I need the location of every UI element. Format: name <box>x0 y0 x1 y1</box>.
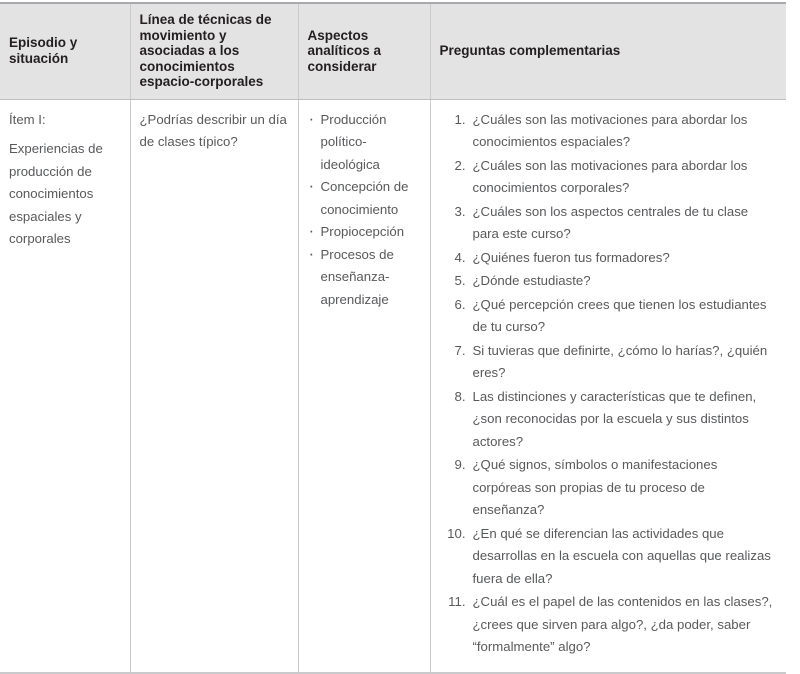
question-number: 5. <box>454 273 466 289</box>
interview-matrix-table <box>0 2 786 674</box>
cell-episode <box>0 99 130 673</box>
list-item <box>308 244 421 312</box>
question-text: Si tuvieras que definirte, ¿cómo lo harías?, ¿quién eres? <box>472 342 768 381</box>
question-text: ¿Qué signos, símbolos o manifestaciones corpóreas son propias de tu proceso de enseñanza? <box>472 457 718 518</box>
question-text: ¿Cuáles son las motivaciones para abordar los conocimientos espaciales? <box>472 111 748 150</box>
question-number: 3. <box>454 203 466 219</box>
question-text: ¿Dónde estudiaste? <box>472 273 591 289</box>
table-body <box>0 99 786 673</box>
question-number: 1. <box>454 111 466 127</box>
analytic-aspect-label: Concepción de conocimiento <box>320 179 409 217</box>
table-row <box>0 99 786 673</box>
question-number: 9. <box>454 457 466 473</box>
list-item <box>440 155 778 200</box>
matrix-table-container <box>0 2 786 674</box>
list-item <box>308 109 421 177</box>
question-text: Las distinciones y características que te definen, ¿son reconocidas por la escuela y sus distintos actores? <box>472 388 757 449</box>
list-item <box>440 270 778 293</box>
question-number: 7. <box>454 342 466 358</box>
question-text: ¿Cuál es el papel de las contenidos en las clases?, ¿crees que sirven para algo?, ¿da poder, saber “formalmente” algo? <box>472 594 773 655</box>
question-number: 4. <box>454 249 466 265</box>
question-number: 6. <box>454 296 466 312</box>
analytic-aspect-label: Propiocepción <box>320 224 405 240</box>
list-item <box>308 176 421 221</box>
table-header <box>0 3 786 99</box>
list-item <box>440 386 778 454</box>
question-number: 10. <box>447 525 466 541</box>
list-item <box>440 454 778 522</box>
header-row <box>0 3 786 99</box>
list-item <box>308 221 421 244</box>
list-item <box>440 294 778 339</box>
column-header-technique-line: Línea de técnicas de movimiento y asociadas a los conocimientos espacio-corporales <box>130 3 298 99</box>
list-item <box>440 201 778 246</box>
question-text: ¿Qué percepción crees que tienen los estudiantes de tu curso? <box>472 296 767 335</box>
list-item <box>440 109 778 154</box>
list-item <box>440 340 778 385</box>
question-number: 11. <box>448 594 466 610</box>
column-header-episode: Episodio y situación <box>0 3 130 99</box>
question-text: ¿Cuáles son las motivaciones para abordar los conocimientos corporales? <box>472 157 748 196</box>
analytic-aspect-label: Procesos de enseñanza-aprendizaje <box>320 246 394 307</box>
technique-line-question: ¿Podrías describir un día de clases típico? <box>139 111 287 150</box>
column-header-analytic-aspects: Aspectos analíticos a considerar <box>298 3 430 99</box>
cell-analytic-aspects <box>298 99 430 673</box>
list-item <box>440 523 778 591</box>
episode-title: Ítem I: <box>9 111 46 127</box>
analytic-aspect-label: Producción político-ideológica <box>320 111 387 172</box>
analytic-aspects-list <box>308 109 421 312</box>
question-text: ¿En qué se diferencian las actividades que desarrollas en la escuela con aquellas que realizas fuera de ella? <box>472 525 771 586</box>
question-number: 8. <box>454 388 466 404</box>
list-item <box>440 591 778 659</box>
cell-technique-line <box>130 99 298 673</box>
question-text: ¿Cuáles son los aspectos centrales de tu clase para este curso? <box>472 203 749 242</box>
column-header-complementary-questions: Preguntas complementarias <box>430 3 786 99</box>
complementary-questions-list <box>440 109 778 659</box>
question-text: ¿Quiénes fueron tus formadores? <box>472 249 670 265</box>
question-number: 2. <box>454 157 466 173</box>
cell-complementary-questions <box>430 99 786 673</box>
list-item <box>440 247 778 270</box>
episode-description: Experiencias de producción de conocimientos espaciales y corporales <box>9 141 103 247</box>
